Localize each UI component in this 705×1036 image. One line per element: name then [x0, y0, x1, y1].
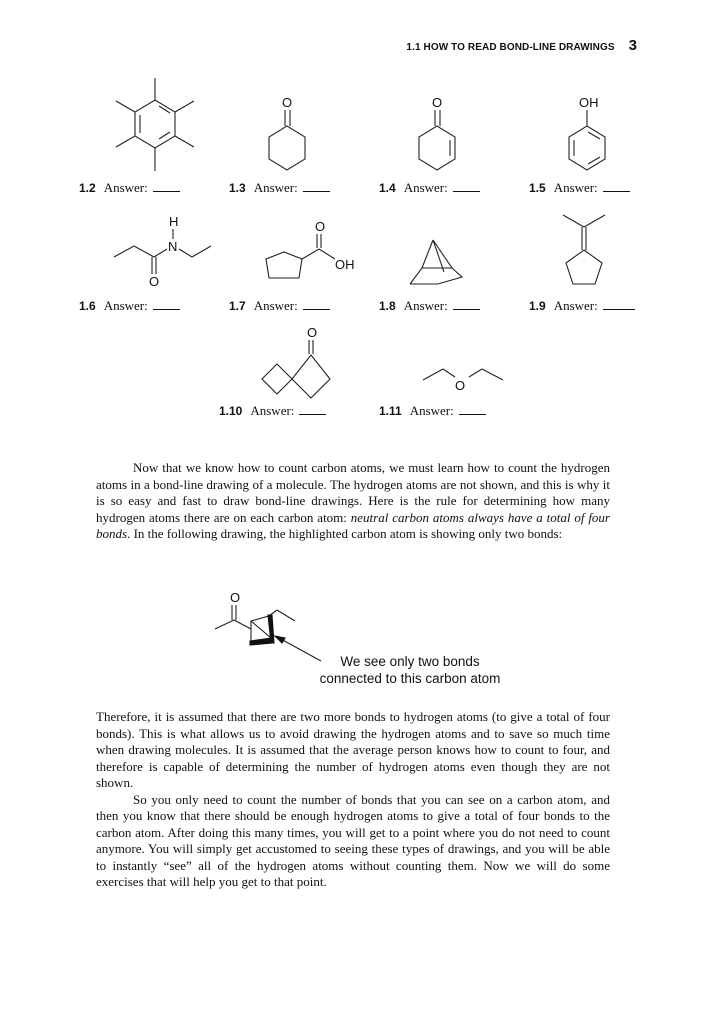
atom-label: O: [230, 590, 241, 605]
section-title: 1.1 HOW TO READ BOND-LINE DRAWINGS: [406, 42, 615, 53]
answer-label: Answer:: [253, 180, 298, 195]
answer-line: [79, 298, 180, 314]
answer-label: Answer:: [253, 298, 298, 313]
page-number: 3: [628, 37, 637, 54]
answer-line: [529, 180, 630, 196]
atom-label: O: [432, 95, 443, 110]
structure-1-9: [555, 210, 630, 295]
problem-number: 1.5: [529, 181, 546, 195]
answer-label: Answer:: [103, 298, 148, 313]
answer-label: Answer:: [553, 180, 598, 195]
paragraph-text: Therefore, it is assumed that there are two more bonds to hydrogen atoms (to give a total of four bonds). This is what allows us to avoid drawing the hydrogen atoms and to save so much time when drawing molecules. It is assumed that the average person knows how to count to four, and therefore is capable of determining the number of hydrogen atoms even though they are not shown.: [96, 709, 610, 790]
answer-line: [229, 180, 330, 196]
paragraph-body: [96, 709, 610, 891]
answer-label: Answer:: [403, 298, 448, 313]
answer-blank[interactable]: [459, 414, 486, 415]
answer-line: [229, 298, 330, 314]
structure-1-10: [250, 323, 345, 403]
problem-number: 1.7: [229, 299, 246, 313]
atom-label: OH: [579, 95, 599, 110]
atom-label: N: [168, 239, 178, 254]
emphasis-rule: neutral carbon atoms always have a total of four bonds: [96, 509, 610, 541]
answer-label: Answer:: [250, 403, 295, 418]
problem-number: 1.2: [79, 181, 96, 195]
paragraph-text: So you only need to count the number of bonds that you can see on a carbon atom, and then you know that there should be enough hydrogen atoms to give a total of four bonds to the carbon atom. After doing this many times, you will get to a point where you do not need to count anymore. You will simply get accustomed to seeing these types of drawings, and you will be able to instantly “see” all of the hydrogen atoms without counting them. Now we will do some exercises that will help you get to that point.: [96, 791, 610, 889]
callout-line: We see only two bonds: [340, 654, 480, 669]
answer-blank[interactable]: [303, 309, 330, 310]
answer-blank[interactable]: [299, 414, 326, 415]
structure-1-6: [110, 213, 220, 293]
problem-number: 1.8: [379, 299, 396, 313]
paragraph-text: . In the following drawing, the highlighted carbon atom is showing only two bonds:: [127, 526, 563, 541]
structure-1-11: [420, 365, 510, 400]
answer-line: [79, 180, 180, 196]
callout-line: connected to this carbon atom: [319, 671, 501, 686]
atom-label: O: [307, 325, 318, 340]
problem-number: 1.9: [529, 299, 546, 313]
atom-label: O: [149, 274, 160, 289]
paragraph-intro: [96, 460, 610, 543]
answer-line: [379, 298, 480, 314]
answer-blank[interactable]: [153, 309, 180, 310]
answer-label: Answer:: [553, 298, 598, 313]
answer-line: [529, 298, 635, 314]
answer-blank[interactable]: [603, 191, 630, 192]
problem-number: 1.10: [219, 404, 243, 418]
answer-label: Answer:: [409, 403, 454, 418]
answer-line: [379, 180, 480, 196]
answer-blank[interactable]: [153, 191, 180, 192]
structure-1-7: [255, 218, 365, 298]
atom-label: O: [282, 95, 293, 110]
structure-1-2: [110, 75, 205, 175]
answer-blank[interactable]: [453, 309, 480, 310]
structure-1-4: [405, 93, 475, 178]
atom-label: OH: [335, 257, 355, 272]
callout-text: [290, 653, 530, 687]
running-header: [406, 37, 637, 54]
problem-number: 1.4: [379, 181, 396, 195]
problem-number: 1.11: [379, 404, 402, 418]
answer-line: [219, 403, 326, 419]
answer-line: [379, 403, 486, 419]
answer-label: Answer:: [103, 180, 148, 195]
answer-blank[interactable]: [303, 191, 330, 192]
answer-label: Answer:: [403, 180, 448, 195]
answer-blank[interactable]: [603, 309, 635, 310]
atom-label: H: [169, 214, 179, 229]
problem-number: 1.6: [79, 299, 96, 313]
problem-number: 1.3: [229, 181, 246, 195]
atom-label: O: [315, 219, 326, 234]
atom-label: O: [455, 378, 466, 393]
paragraph-text: Now that we know how to count carbon atoms, we must learn how to count the hydrogen atoms in a bond-line drawing of a molecule. The hydrogen atoms are not shown, and this is why it is so easy and fast to draw bond-line drawings. Here is the rule for determining how many hydrogen atoms there are on each carbon atom:: [96, 460, 610, 525]
structure-1-3: [255, 93, 325, 178]
structure-1-8: [400, 232, 475, 292]
structure-1-5: [555, 93, 625, 178]
answer-blank[interactable]: [453, 191, 480, 192]
